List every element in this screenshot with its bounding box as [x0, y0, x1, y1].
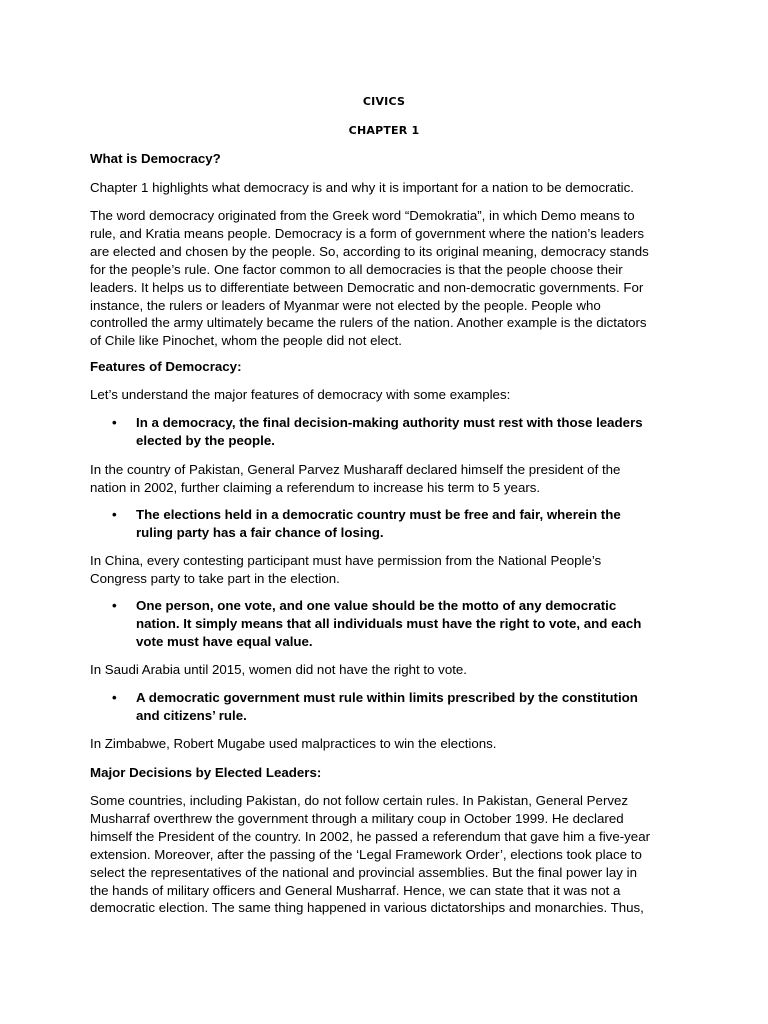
subject-title: CIVICS: [362, 95, 406, 108]
paragraph-line: extension. Moreover, after the passing of the ‘Legal Framework Order’, elections took place to: [90, 846, 642, 862]
bullet-line: nation. It simply means that all individuals must have the right to vote, and each: [136, 615, 642, 631]
bullet-line: and citizens’ rule.: [136, 707, 247, 723]
heading-features: Features of Democracy:: [90, 359, 242, 374]
bullet-icon: •: [112, 507, 117, 522]
bullet-line: In a democracy, the final decision-making authority must rest with those leaders: [136, 415, 643, 430]
paragraph-line: instance, the rulers or leaders of Myanmar were not elected by the people. People who: [90, 297, 601, 313]
bullet-line: The elections held in a democratic country must be free and fair, wherein the: [136, 507, 621, 522]
bullet-icon: •: [112, 415, 117, 430]
bullet-line: ruling party has a fair chance of losing.: [136, 524, 384, 540]
paragraph-line: select the representatives of the national and provincial assemblies. But the final power lay in: [90, 864, 637, 880]
bullet-line: A democratic government must rule within limits prescribed by the constitution: [136, 690, 638, 705]
paragraph-line: himself the President of the country. In 2002, he passed a referendum that gave him a five-year: [90, 828, 651, 844]
paragraph-line: The word democracy originated from the Greek word “Demokratia”, in which Demo means to: [90, 208, 635, 223]
bullet-icon: •: [112, 598, 117, 613]
chapter-title: CHAPTER 1: [348, 124, 420, 137]
paragraph-line: Musharraf overthrew the government through a military coup in October 1999. He declared: [90, 810, 624, 826]
heading-major-decisions: Major Decisions by Elected Leaders:: [90, 765, 322, 780]
paragraph-line: democratic election. The same thing happened in various dictatorships and monarchies. Thus,: [90, 900, 644, 916]
example-saudi-arabia: In Saudi Arabia until 2015, women did not have the right to vote.: [90, 662, 467, 677]
features-intro: Let’s understand the major features of democracy with some examples:: [90, 387, 511, 402]
paragraph-line: leaders. It helps us to differentiate between Democratic and non-democratic governments. For: [90, 279, 644, 295]
example-zimbabwe: In Zimbabwe, Robert Mugabe used malpractices to win the elections.: [90, 736, 497, 751]
heading-what-is-democracy: What is Democracy?: [90, 151, 221, 166]
paragraph-line: Congress party to take part in the election.: [90, 570, 340, 586]
bullet-line: elected by the people.: [136, 432, 275, 448]
paragraph-line: controlled the army ultimately became the rulers of the nation. Another example is the dictators: [90, 315, 647, 331]
paragraph-line: In China, every contesting participant must have permission from the National People’s: [90, 553, 602, 568]
origin-paragraph: [90, 207, 680, 350]
paragraph-line: are elected and chosen by the people. So, according to its original meaning, democracy stands: [90, 243, 649, 259]
example-china: [90, 552, 680, 588]
paragraph-line: of Chile like Pinochet, whom the people did not elect.: [90, 333, 402, 349]
intro-paragraph: Chapter 1 highlights what democracy is and why it is important for a nation to be democratic.: [90, 180, 634, 195]
bullet-line: One person, one vote, and one value should be the motto of any democratic: [136, 598, 617, 613]
paragraph-line: for the people’s rule. One factor common to all democracies is that the people choose their: [90, 261, 623, 277]
bullet-line: vote must have equal value.: [136, 633, 313, 649]
example-pakistan: [90, 461, 680, 497]
paragraph-line: Some countries, including Pakistan, do not follow certain rules. In Pakistan, General Pervez: [90, 793, 629, 808]
bullet-icon: •: [112, 690, 117, 705]
paragraph-line: the hands of military officers and General Musharraf. Hence, we can state that it was not a: [90, 882, 621, 898]
paragraph-line: rule, and Kratia means people. Democracy is a form of government where the nation’s leaders: [90, 225, 645, 241]
paragraph-line: nation in 2002, further claiming a referendum to increase his term to 5 years.: [90, 479, 541, 495]
decisions-paragraph: [90, 792, 680, 917]
paragraph-line: In the country of Pakistan, General Parvez Musharaff declared himself the president of the: [90, 462, 621, 477]
